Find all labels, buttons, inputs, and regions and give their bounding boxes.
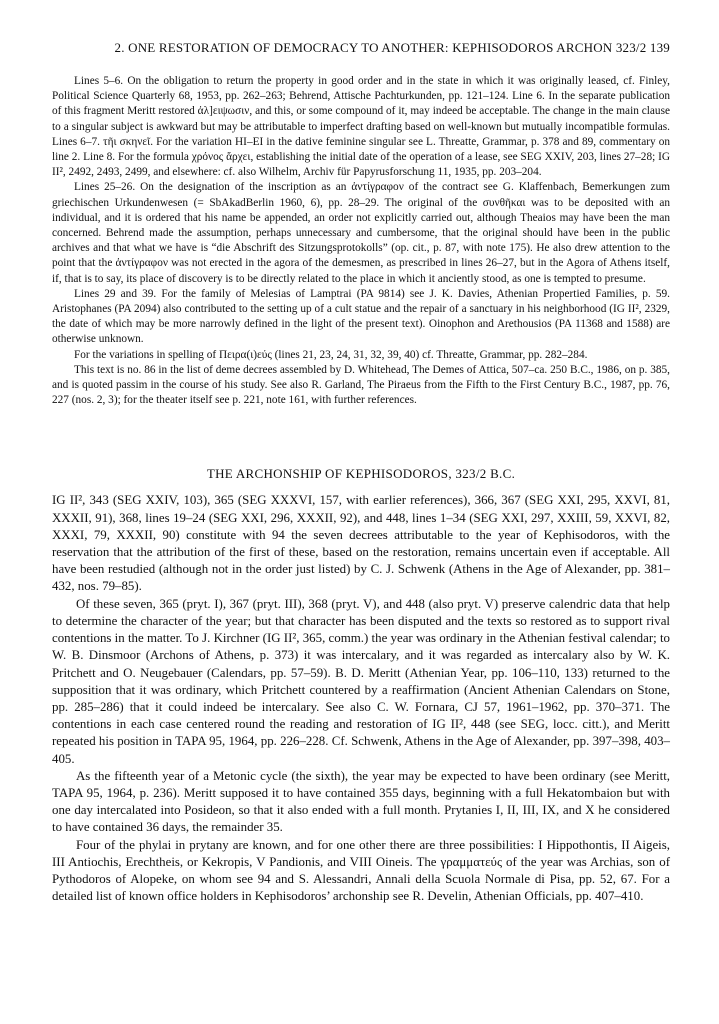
note-paragraph: Lines 5–6. On the obligation to return the property in good order and in the state in which it was originally leased, cf. Finley, Political Science Quarterly 68, 1953, pp. 262–263; Behrend, Attische Pachturkunden, pp. 121–124. Line 6. In the separate publication of this fragment Meritt restored ἀλ]ειψωσιν, and this, or some compound of it, may indeed be acceptable. The change in the main clause to a singular subject is awkward but may be attributable to imperfect drafting based on well-known but mutually incompatible formulas. Lines 6–7. τῆι σκηνεῖ. For the variation HI–EI in the dative feminine singular see L. Threatte, Grammar, p. 378 and 89, commentary on line 2. Line 8. For the formula χρόνος ἄρχει, establishing the initial date of the operation of a lease, see SEG XXIV, 203, lines 27–28; IG II², 2492, 2493, 2499, and elsewhere: cf. also Wilhelm, Archiv für Papyrusforschung 11, 1935, pp. 203–204. bbox=[52, 75, 670, 179]
body-paragraph: As the fifteenth year of a Metonic cycle (the sixth), the year may be expected to have been ordinary (see Meritt, TAPA 95, 1964, p. 236). Meritt supposed it to have contained 355 days, beginning with a full Hekatombaion but with one day intercalated into Posideon, so that it also ended with a full month. Prytanies I, II, III, IX, and X he considered to have contained 36 days, the remainder 35. bbox=[52, 768, 670, 835]
running-head: 2. ONE RESTORATION OF DEMOCRACY TO ANOTHER: KEPHISODOROS ARCHON 323/2 139 bbox=[114, 40, 670, 55]
section-title: THE ARCHONSHIP OF KEPHISODOROS, 323/2 B.C. bbox=[206, 466, 516, 482]
note-paragraph: Lines 29 and 39. For the family of Melesias of Lamptrai (PA 9814) see J. K. Davies, Athenian Propertied Families, p. 59. Aristophanes (PA 2094) also contributed to the setting up of a cult statue and the repair of a sanctuary in his neighborhood (IG II², 2329, the date of which may be more narrowly defined in the light of the present text). Oinophon and Arethousios (PA 11368 and 1588) are otherwise unknown. bbox=[52, 287, 670, 346]
commentary-notes bbox=[52, 74, 670, 408]
body-paragraph: Of these seven, 365 (pryt. I), 367 (pryt. III), 368 (pryt. V), and 448 (also pryt. V) preserve calendric data that help to determine the character of the year; but that character has been disputed and the texts so restored as to support rival contentions in the matter. To J. Kirchner (IG II², 365, comm.) the year was ordinary in the Athenian festival calendar; to W. B. Dinsmoor (Archons of Athens, p. 373) it was intercalary, and it was regarded as intercalary also by W. K. Pritchett and O. Neugebauer (Calendars, pp. 57–59). B. D. Meritt (Athenian Year, pp. 106–110, 133) returned to the supposition that it was ordinary, which Pritchett countered by a reaffirmation (Ancient Athenian Calendars on Stone, pp. 285–286) that it could indeed be intercalary. See also C. W. Fornara, CJ 57, 1961–1962, pp. 370–371. The contentions in each case centered round the reading and restoration of IG II², 448 (see SEG, locc. citt.), and Meritt repeated his position in TAPA 95, 1964, pp. 226–228. Cf. Schwenk, Athens in the Age of Alexander, pp. 397–398, 403–405. bbox=[52, 596, 670, 766]
note-paragraph: This text is no. 86 in the list of deme decrees assembled by D. Whitehead, The Demes of Attica, 507–ca. 250 B.C., 1986, on p. 385, and is quoted passim in the course of his study. See also R. Garland, The Piraeus from the Fifth to the First Century B.C., 1987, pp. 76, 227 (nos. 2, 3); for the theater itself see p. 221, note 161, with further references. bbox=[52, 363, 670, 407]
body-paragraph: Four of the phylai in prytany are known, and for one other there are three possibilities: I Hippothontis, II Aigeis, III Antiochis, Erechtheis, or Kekropis, V Pandionis, and VIII Oineis. The γραμματεύς of the year was Archias, son of Pythodoros of Alopeke, on whom see 94 and S. Alessandri, Annali della Scuola Normale di Pisa, pp. 52, 67. For a detailed list of known office holders in Kephisodoros’ archonship see R. Develin, Athenian Officials, pp. 407–410. bbox=[52, 837, 670, 904]
section-body bbox=[52, 492, 670, 905]
note-paragraph: Lines 25–26. On the designation of the inscription as an ἀντί̣γραφον of the contract see G. Klaffenbach, Bemerkungen zum griechischen Urkundenwesen (= SbAkadBerlin 1960, 6), pp. 28–29. The original of the συνθῆκαι was to be deposited with an individual, and it is ordered that his name be appended, an order not explicitly carried out, although Theaios may have been the man concerned. Behrend made the assumption, perhaps unnecessary and cumbersome, that the original should have been in the public archives and that what we have is “die Abschrift des Sitzungsprotokolls” (op. cit., p. 87, with note 175). He also drew attention to the point that the ἀντίγραφον was not erected in the agora of the demesmen, as prescribed in lines 26–27, but in the Agora of Athens itself, if, that is to say, its place of discovery is to be directly related to the place in which it anciently stood, as one is tempted to presume. bbox=[52, 181, 670, 285]
body-paragraph: IG II², 343 (SEG XXIV, 103), 365 (SEG XXXVI, 157, with earlier references), 366, 367 (SEG XXI, 295, XXVI, 81, XXXII, 91), 368, lines 19–24 (SEG XXI, 296, XXXII, 92), and 448, lines 1–34 (SEG XXI, 297, XXIII, 59, XXVI, 82, XXXI, 79, XXXII, 90) constitute with 94 the seven decrees attributable to the year of Kephisodoros, with the reservation that the attribution of the first of these, based on the restoration, remains uncertain even if acceptable. All have been restudied (although not in the order just listed) by C. J. Schwenk (Athens in the Age of Alexander, pp. 381–432, nos. 79–85). bbox=[52, 493, 670, 594]
note-paragraph: For the variations in spelling of Πειρα(ι)εύς (lines 21, 23, 24, 31, 32, 39, 40) cf. Threatte, Grammar, pp. 282–284. bbox=[74, 348, 588, 361]
document-page bbox=[52, 40, 670, 905]
